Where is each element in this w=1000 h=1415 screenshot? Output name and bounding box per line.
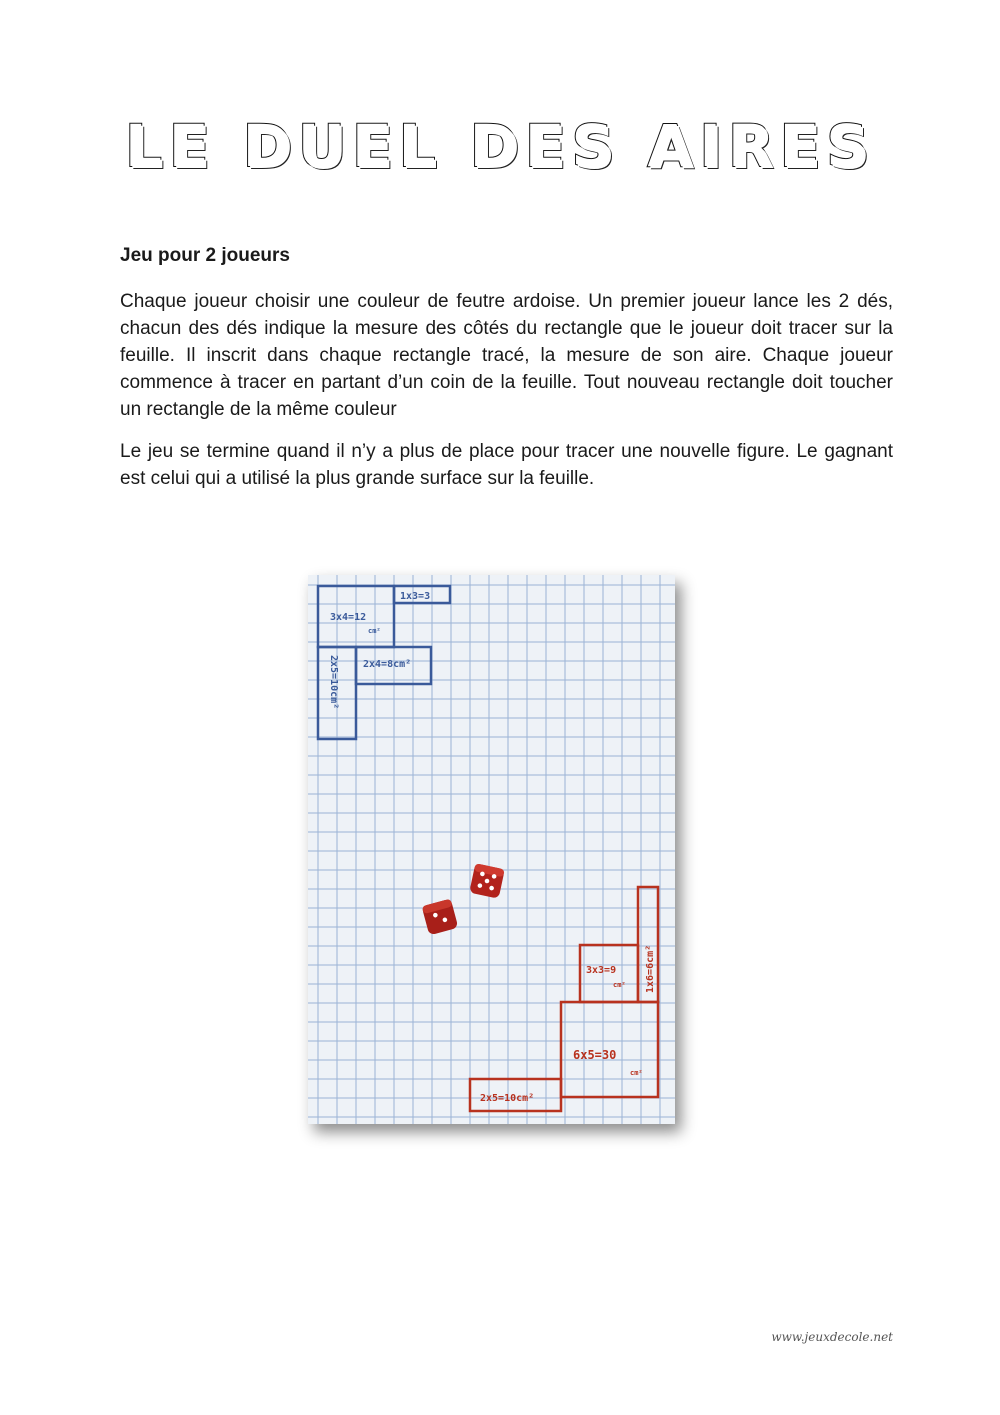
- rules-paragraph-2: Le jeu se termine quand il n’y a plus de place pour tracer une nouvelle figure. Le gagnant est celui qui a utilisé la plus grande surface sur la feuille.: [120, 441, 893, 489]
- red-label-3x3: 3x3=9: [586, 965, 617, 976]
- footer-url: www.jeuxdecole.net: [771, 1330, 893, 1344]
- red-label-unit-b: cm²: [630, 1069, 643, 1077]
- red-label-2x5: 2x5=10cm²: [480, 1093, 535, 1104]
- subtitle: Jeu pour 2 joueurs: [120, 245, 290, 266]
- rules-paragraph-1: Chaque joueur choisir une couleur de feutre ardoise. Un premier joueur lance les 2 dés, chacun des dés indique la mesure des côtés du rectangle que le joueur doit tracer sur la feuille. Il inscrit dans chaque rectangle tracé, la mesure de son aire. Chaque joueur commence à tracer en partant d’un coin de la feuille. Tout nouveau rectangle doit toucher un rectangle de la même couleur: [120, 291, 893, 420]
- grid-sheet: [308, 575, 675, 1124]
- page-title: LE DUEL DES AIRES: [124, 112, 876, 180]
- red-label-unit-a: cm²: [613, 981, 626, 989]
- blue-label-unit: cm²: [368, 627, 381, 635]
- game-photo: [308, 575, 675, 1124]
- red-label-1x6: 1x6=6cm²: [645, 944, 656, 993]
- blue-label-1x3: 1x3=3: [400, 591, 431, 602]
- blue-label-2x5: 2x5=10cm²: [328, 655, 339, 710]
- die-1: [469, 863, 505, 899]
- red-label-6x5: 6x5=30: [573, 1048, 617, 1062]
- blue-label-2x4: 2x4=8cm²: [363, 659, 412, 670]
- blue-label-3x4: 3x4=12: [330, 612, 367, 623]
